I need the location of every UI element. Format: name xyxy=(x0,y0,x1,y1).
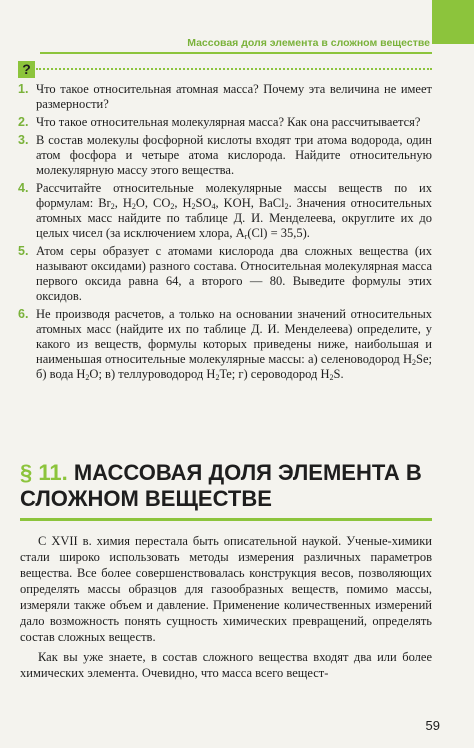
question-number: 1. xyxy=(18,82,29,96)
question-text: В состав молекулы фосфорной кислоты входят три атома водорода, один атом фосфора и четыре атома кислорода. Найдите относительную молекулярную массу этого вещества. xyxy=(36,133,432,177)
body-text xyxy=(20,533,432,685)
question-text: Рассчитайте относительные молекулярные массы веществ по их формулам: $Br_2$, $H_2O$, $CO_2$, $H_2SO_4$, KOH, BaCl$_2$. Значения относительных атомных масс найдите по таблице Д. И. Менделеева, округлите их до целых чисел (за исключением хлора, $A_r(Cl) = 35,5$). xyxy=(36,181,432,241)
question-number: 3. xyxy=(18,133,29,147)
question-item xyxy=(18,82,432,112)
question-item xyxy=(18,307,432,382)
question-item xyxy=(18,115,432,130)
question-text: Что такое относительная молекулярная масса? Как она рассчитывается? xyxy=(36,115,421,129)
question-mark-icon: ? xyxy=(18,61,35,78)
question-item xyxy=(18,181,432,241)
section-rule xyxy=(20,518,432,521)
question-item xyxy=(18,244,432,304)
question-item xyxy=(18,133,432,178)
page-header xyxy=(0,0,474,56)
questions-dotted-rule xyxy=(36,68,432,70)
question-number: 4. xyxy=(18,181,29,195)
chapter-tab xyxy=(432,0,474,44)
section-heading xyxy=(20,460,432,512)
question-text: Атом серы образует с атомами кислорода два сложных вещества (их называют оксидами) разного состава. Относительная молекулярная масса первого оксида равна 64, а второго — 80. Выведите формулы этих оксидов. xyxy=(36,244,432,303)
section-number: § 11. xyxy=(20,460,68,485)
question-number: 5. xyxy=(18,244,29,258)
section-title: МАССОВАЯ ДОЛЯ ЭЛЕМЕНТА В СЛОЖНОМ ВЕЩЕСТВЕ xyxy=(20,460,422,511)
question-text: Что такое относительная атомная масса? Почему эта величина не имеет размерности? xyxy=(36,82,432,111)
questions-list xyxy=(18,82,432,385)
question-text: Не производя расчетов, а только на основании значений относительных атомных масс (найдите их по таблице Д. И. Менделеева) определите, у какого из веществ, формулы которых приведены ниже, наибольшая и наименьшая относительные молекулярные массы: а) селеноводород $H_2Se$; б) вода $H_2O$; в) теллуроводород $H_2Te$; г) сероводород $H_2S$. xyxy=(36,307,432,382)
question-number: 6. xyxy=(18,307,29,321)
page-number: 59 xyxy=(425,718,440,733)
paragraph: Как вы уже знаете, в состав сложного вещества входят два или более химических элемента. Очевидно, что масса всего вещест- xyxy=(20,650,432,680)
header-rule xyxy=(40,52,432,54)
paragraph: С XVII в. химия перестала быть описательной наукой. Ученые-химики стали широко использовать методы измерения различных параметров вещества. Все более совершенствовалась конструкция весов, позволяющих определять массы образцов для газообразных веществ, помимо массы, измеряли также объем и давление. Применение количественных измерений дало возможность понять сущность химических превращений, определять состав сложных веществ. xyxy=(20,534,432,644)
question-number: 2. xyxy=(18,115,29,129)
running-title: Массовая доля элемента в сложном веществе xyxy=(187,37,430,49)
